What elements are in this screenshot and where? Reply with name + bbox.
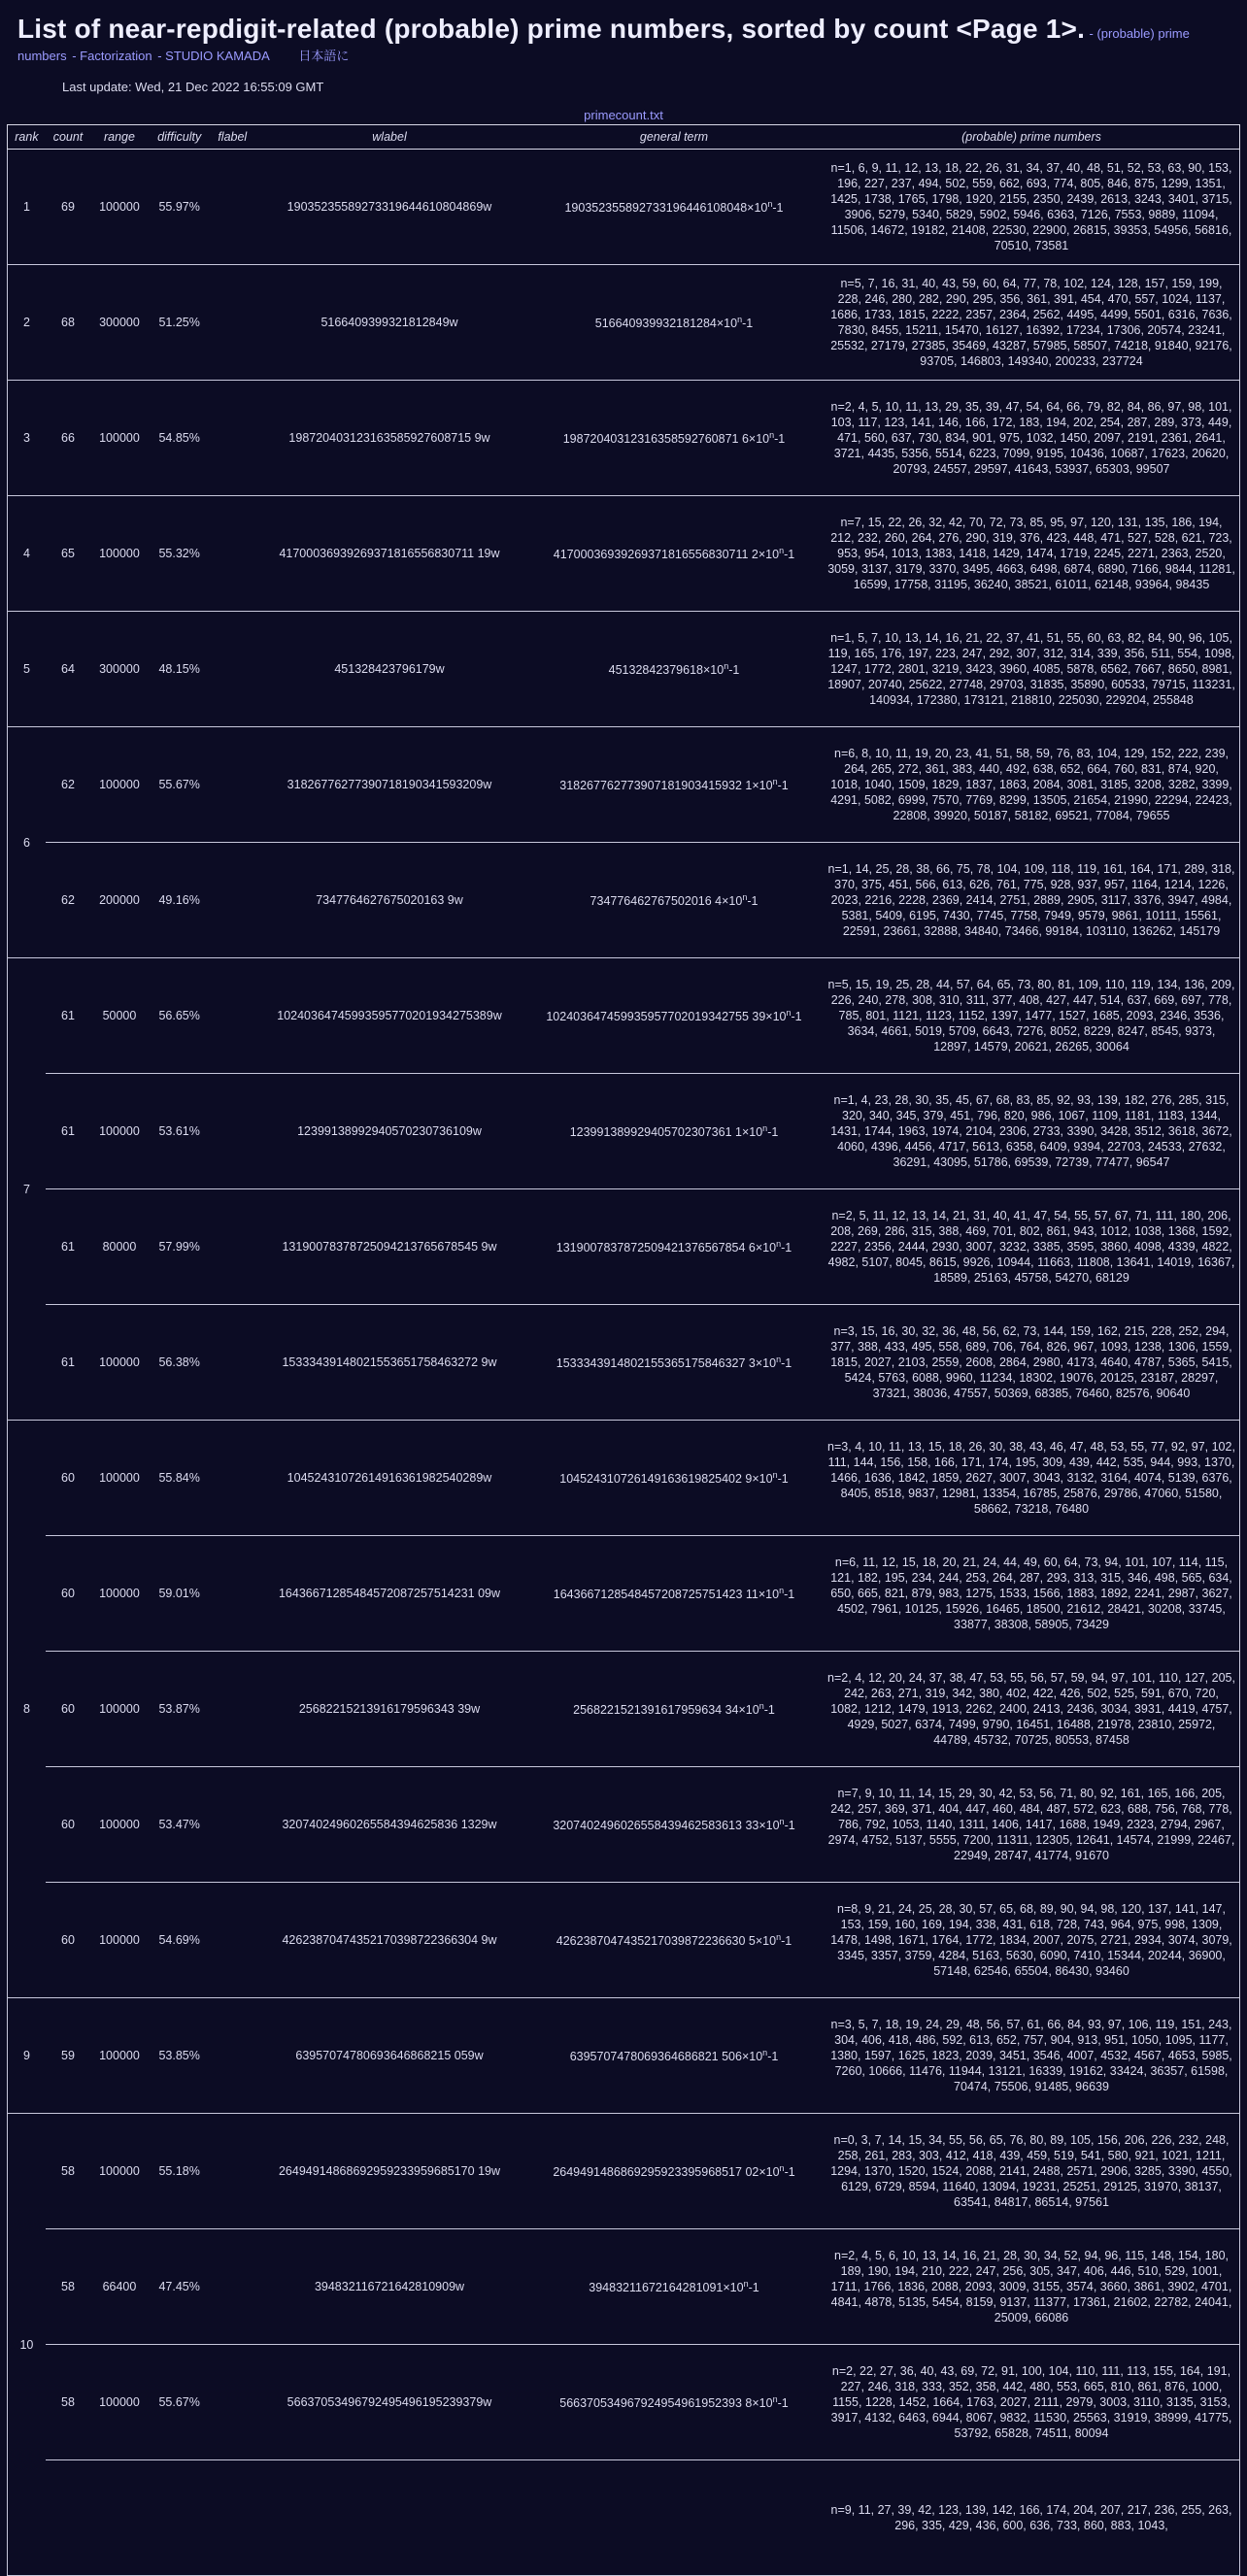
count-cell: 60 <box>46 1652 90 1767</box>
term-exponent: n <box>776 1931 782 1942</box>
table-row <box>8 1767 1240 1883</box>
table-row <box>8 1536 1240 1652</box>
primes-cell: n=2, 4, 5, 6, 10, 13, 14, 16, 21, 28, 30, 34, 52, 94, 96, 115, 148, 154, 180, 189, 190, 194, 210, 222, 247, 256, 305, 347, 406, 446, 510, 529, 1001, 1711, 1766, 1836, 2088, 2093, 3009, 3155, 3574, 3660, 3861, 3902, 4701, 4841, 4878, 5135, 5454, 8159, 9137, 11377, 17361, 21602, 22782, 24041, 25009, 66086 <box>824 2229 1240 2345</box>
primes-cell: n=1, 4, 23, 28, 30, 35, 45, 67, 68, 83, 85, 92, 93, 139, 182, 276, 285, 315, 320, 340, 345, 379, 451, 796, 820, 986, 1067, 1109, 1181, 1183, 1344, 1431, 1744, 1963, 1974, 2104, 2306, 2733, 3390, 3428, 3512, 3618, 3672, 4060, 4396, 4456, 4717, 5613, 6358, 6409, 9394, 22703, 24533, 27632, 36291, 43095, 51786, 69539, 72739, 77477, 96547 <box>824 1074 1240 1189</box>
difficulty-cell: 53.61% <box>149 1074 211 1189</box>
difficulty-cell: 53.47% <box>149 1767 211 1883</box>
count-cell: 61 <box>46 1074 90 1189</box>
count-cell: 60 <box>46 1883 90 1998</box>
range-cell: 100000 <box>90 1652 149 1767</box>
difficulty-cell: 54.69% <box>149 1883 211 1998</box>
term-base: 39483211672164281091×10 <box>589 2281 744 2295</box>
table-row <box>8 843 1240 958</box>
count-cell: 64 <box>46 612 90 727</box>
general-term-cell <box>524 1536 824 1652</box>
count-cell: 65 <box>46 496 90 612</box>
flabel-cell <box>211 1998 254 2114</box>
difficulty-cell: 54.85% <box>149 381 211 496</box>
wlabel-cell: 63957074780693646868215 059w <box>254 1998 524 2114</box>
flabel-cell <box>211 2345 254 2460</box>
primes-cell: n=3, 5, 7, 18, 19, 24, 29, 48, 56, 57, 61, 66, 84, 93, 97, 106, 119, 151, 243, 304, 406, 418, 486, 592, 613, 652, 757, 904, 913, 951, 1050, 1095, 1177, 1380, 1597, 1625, 1823, 2039, 3451, 3546, 4007, 4532, 4567, 4653, 5985, 7260, 10666, 11476, 11944, 13121, 16339, 19162, 33424, 36357, 61598, 70474, 75506, 91485, 96639 <box>824 1998 1240 2114</box>
primes-cell: n=3, 4, 10, 11, 13, 15, 18, 26, 30, 38, 43, 46, 47, 48, 53, 55, 77, 92, 97, 102, 111, 144, 156, 158, 166, 171, 174, 195, 309, 439, 442, 535, 944, 993, 1370, 1466, 1636, 1842, 1859, 2627, 3007, 3043, 3132, 3164, 4074, 5139, 6376, 8405, 8518, 9837, 12981, 13354, 16785, 25876, 29786, 47060, 51580, 58662, 73218, 76480 <box>824 1421 1240 1536</box>
count-cell <box>46 2460 90 2576</box>
wlabel-cell: 394832116721642810909w <box>254 2229 524 2345</box>
term-base: 1533343914802155365175846327 3×10 <box>556 1356 777 1371</box>
general-term-cell <box>524 727 824 843</box>
count-cell: 66 <box>46 381 90 496</box>
term-exponent: n <box>769 429 775 440</box>
range-cell: 80000 <box>90 1189 149 1305</box>
term-tail: -1 <box>791 1010 802 1024</box>
term-base: 102403647459935957702019342755 39×10 <box>546 1010 787 1024</box>
term-base: 3207402496026558439462583613 33×10 <box>553 1819 780 1833</box>
primes-cell: n=9, 11, 27, 39, 42, 123, 139, 142, 166, 174, 204, 207, 217, 236, 255, 263, 296, 335, 429, 436, 600, 636, 733, 860, 883, 1043, <box>824 2460 1240 2576</box>
col-primes: (probable) prime numbers <box>824 125 1240 150</box>
primes-cell: n=0, 3, 7, 14, 15, 34, 55, 56, 65, 76, 80, 89, 105, 156, 206, 226, 232, 248, 258, 261, 283, 303, 412, 418, 439, 459, 519, 541, 580, 921, 1021, 1211, 1294, 1370, 1520, 1524, 2088, 2141, 2488, 2571, 2906, 3285, 3390, 4550, 6129, 6729, 8594, 11640, 13094, 19231, 25251, 29125, 31970, 38137, 63541, 84817, 86514, 97561 <box>824 2114 1240 2229</box>
general-term-cell <box>524 2114 824 2229</box>
difficulty-cell: 51.25% <box>149 265 211 381</box>
term-tail: -1 <box>784 2165 795 2180</box>
count-cell: 60 <box>46 1767 90 1883</box>
col-difficulty: difficulty <box>149 125 211 150</box>
general-term-cell <box>524 381 824 496</box>
term-exponent: n <box>762 1122 768 1133</box>
term-base: 104524310726149163619825402 9×10 <box>559 1472 773 1487</box>
range-cell: 50000 <box>90 958 149 1074</box>
count-cell: 59 <box>46 1998 90 2114</box>
term-base: 41700036939269371816556830711 2×10 <box>553 548 780 562</box>
count-cell: 68 <box>46 265 90 381</box>
difficulty-cell: 49.16% <box>149 843 211 958</box>
difficulty-cell <box>149 2460 211 2576</box>
flabel-cell <box>211 2460 254 2576</box>
count-cell: 60 <box>46 1536 90 1652</box>
term-base: 19872040312316358592760871 6×10 <box>562 432 770 447</box>
primes-cell: n=2, 4, 5, 10, 11, 13, 29, 35, 39, 47, 54, 64, 66, 79, 82, 84, 86, 97, 98, 101, 103, 117, 123, 141, 146, 166, 172, 183, 194, 202, 254, 287, 289, 373, 449, 471, 560, 637, 730, 834, 901, 975, 1032, 1450, 2097, 2191, 2361, 2641, 3721, 4435, 5356, 5514, 6223, 7099, 9195, 10436, 10687, 17623, 20620, 20793, 24557, 29597, 41643, 53937, 65303, 99507 <box>824 381 1240 496</box>
rank-cell: 10 <box>8 2114 46 2576</box>
table-row <box>8 1421 1240 1536</box>
general-term-cell <box>524 1767 824 1883</box>
page-title: List of near-repdigit-related (probable) prime numbers, sorted by count <Page 1>. <box>17 14 1086 44</box>
range-cell: 100000 <box>90 1998 149 2114</box>
wlabel-cell: 7347764627675020163 9w <box>254 843 524 958</box>
flabel-cell <box>211 727 254 843</box>
table-row <box>8 1305 1240 1421</box>
range-cell: 100000 <box>90 496 149 612</box>
term-tail: -1 <box>728 663 740 678</box>
rank-cell: 3 <box>8 381 46 496</box>
term-base: 1643667128548457208725751423 11×10 <box>553 1588 780 1602</box>
general-term-cell <box>524 496 824 612</box>
term-tail: -1 <box>747 894 758 909</box>
nav-link-numbers[interactable]: numbers <box>17 49 67 63</box>
primes-cell: n=8, 9, 21, 24, 25, 28, 30, 57, 65, 68, 89, 90, 94, 98, 120, 137, 141, 147, 153, 159, 160, 169, 194, 338, 431, 618, 728, 743, 964, 975, 998, 1309, 1478, 1498, 1671, 1764, 1772, 1834, 2007, 2075, 2721, 2934, 3074, 3079, 3345, 3357, 3759, 4284, 5163, 5630, 6090, 7410, 15344, 20244, 36900, 57148, 62546, 65504, 86430, 93460 <box>824 1883 1240 1998</box>
term-exponent: n <box>737 314 743 324</box>
difficulty-cell: 55.67% <box>149 727 211 843</box>
general-term-cell <box>524 1074 824 1189</box>
primes-cell: n=2, 4, 12, 20, 24, 37, 38, 47, 53, 55, 56, 57, 59, 94, 97, 101, 110, 127, 205, 242, 263, 271, 319, 342, 380, 402, 422, 426, 502, 525, 591, 670, 720, 1082, 1212, 1479, 1913, 2262, 2400, 2413, 2436, 3034, 3931, 4419, 4757, 4929, 5027, 6374, 7499, 9790, 16451, 16488, 21978, 23810, 25972, 44789, 45732, 70725, 80553, 87458 <box>824 1652 1240 1767</box>
term-tail: -1 <box>748 2281 759 2295</box>
general-term-cell <box>524 2229 824 2345</box>
general-term-cell <box>524 1883 824 1998</box>
range-cell: 100000 <box>90 1421 149 1536</box>
count-cell: 61 <box>46 1189 90 1305</box>
count-cell: 58 <box>46 2345 90 2460</box>
general-term-cell <box>524 1652 824 1767</box>
wlabel-cell: 42623870474352170398722366304 9w <box>254 1883 524 1998</box>
table-row <box>8 958 1240 1074</box>
term-tail: -1 <box>772 201 784 216</box>
wlabel-cell: 16436671285484572087257514231 09w <box>254 1536 524 1652</box>
general-term-cell <box>524 1421 824 1536</box>
flabel-cell <box>211 1883 254 1998</box>
flabel-cell <box>211 1652 254 1767</box>
flabel-cell <box>211 1421 254 1536</box>
term-exponent: n <box>742 891 748 902</box>
term-tail: -1 <box>784 1588 795 1602</box>
flabel-cell <box>211 958 254 1074</box>
flabel-cell <box>211 1536 254 1652</box>
prime-table <box>7 124 1240 2576</box>
range-cell: 100000 <box>90 1767 149 1883</box>
general-term-cell <box>524 2345 824 2460</box>
nav-links <box>17 46 1230 64</box>
count-cell: 61 <box>46 1305 90 1421</box>
nav-link-factorization[interactable]: - Factorization <box>72 49 152 63</box>
term-tail: -1 <box>781 1934 792 1949</box>
range-cell <box>90 2460 149 2576</box>
primes-cell: n=1, 5, 7, 10, 13, 14, 16, 21, 22, 37, 41, 51, 55, 60, 63, 82, 84, 90, 96, 105, 119, 165, 176, 197, 223, 247, 292, 307, 312, 314, 339, 356, 511, 554, 1098, 1247, 1772, 2801, 3219, 3423, 3960, 4085, 5878, 6562, 7667, 8650, 8981, 18907, 20740, 25622, 27748, 29703, 31835, 35890, 60533, 79715, 113231, 140934, 172380, 173121, 218810, 225030, 229204, 255848 <box>824 612 1240 727</box>
last-update: Last update: Wed, 21 Dec 2022 16:55:09 GMT <box>62 80 324 94</box>
difficulty-cell: 56.65% <box>149 958 211 1074</box>
range-cell: 66400 <box>90 2229 149 2345</box>
term-exponent: n <box>779 1816 785 1826</box>
term-base: 123991389929405702307361 1×10 <box>569 1125 763 1140</box>
table-row <box>8 1998 1240 2114</box>
rank-cell: 5 <box>8 612 46 727</box>
difficulty-cell: 55.67% <box>149 2345 211 2460</box>
col-general-term: general term <box>524 125 824 150</box>
difficulty-cell: 59.01% <box>149 1536 211 1652</box>
table-row <box>8 1074 1240 1189</box>
term-tail: -1 <box>777 2396 789 2411</box>
difficulty-cell: 47.45% <box>149 2229 211 2345</box>
range-cell: 100000 <box>90 381 149 496</box>
rank-cell: 7 <box>8 958 46 1421</box>
count-cell: 62 <box>46 727 90 843</box>
term-tail: -1 <box>767 1125 779 1140</box>
wlabel-cell <box>254 2460 524 2576</box>
col-rank: rank <box>8 125 46 150</box>
term-base: 1319007837872509421376567854 6×10 <box>556 1241 777 1255</box>
wlabel-cell: 13190078378725094213765678545 9w <box>254 1189 524 1305</box>
wlabel-cell: 198720403123163585927608715 9w <box>254 381 524 496</box>
primes-cell: n=6, 8, 10, 11, 19, 20, 23, 41, 51, 58, 59, 76, 83, 104, 129, 152, 222, 239, 264, 265, 272, 361, 383, 440, 492, 638, 652, 664, 760, 831, 874, 920, 1018, 1040, 1509, 1829, 1837, 1863, 2084, 3081, 3185, 3208, 3282, 3399, 4291, 5082, 6999, 7570, 7769, 8299, 13505, 21654, 21990, 22294, 22423, 22808, 39920, 50187, 58182, 69521, 77084, 79655 <box>824 727 1240 843</box>
general-term-cell <box>524 1998 824 2114</box>
table-row <box>8 2460 1240 2576</box>
term-exponent: n <box>767 198 773 209</box>
primes-cell: n=5, 7, 16, 31, 40, 43, 59, 60, 64, 77, 78, 102, 124, 128, 157, 159, 199, 228, 246, 280, 282, 290, 295, 356, 361, 391, 454, 470, 557, 1024, 1137, 1686, 1733, 1815, 2222, 2357, 2364, 2562, 4495, 4499, 5501, 6316, 7636, 7830, 8455, 15211, 15470, 16127, 16392, 17234, 17306, 20574, 23241, 25532, 27179, 27385, 35469, 43287, 57985, 58507, 74218, 91840, 92176, 93705, 146803, 149340, 200233, 237724 <box>824 265 1240 381</box>
term-exponent: n <box>779 1585 785 1595</box>
wlabel-cell: 31826776277390718190341593209w <box>254 727 524 843</box>
term-exponent: n <box>743 2278 749 2289</box>
term-exponent: n <box>786 1007 792 1018</box>
term-tail: -1 <box>777 1472 789 1487</box>
count-cell: 58 <box>46 2229 90 2345</box>
flabel-cell <box>211 2114 254 2229</box>
term-base: 4262387047435217039872236630 5×10 <box>556 1934 777 1949</box>
count-cell: 60 <box>46 1421 90 1536</box>
rank-cell: 2 <box>8 265 46 381</box>
table-row <box>8 2114 1240 2229</box>
subtitle-prefix-link[interactable] <box>1090 26 1190 41</box>
col-flabel: flabel <box>211 125 254 150</box>
range-cell: 100000 <box>90 1536 149 1652</box>
count-cell: 69 <box>46 150 90 265</box>
term-tail: -1 <box>781 1241 792 1255</box>
general-term-cell <box>524 1305 824 1421</box>
rank-cell: 6 <box>8 727 46 958</box>
table-header-row <box>8 125 1240 150</box>
term-base: 734776462767502016 4×10 <box>590 894 743 909</box>
header <box>0 0 1247 94</box>
range-cell: 100000 <box>90 1883 149 1998</box>
table-row <box>8 2229 1240 2345</box>
range-cell: 300000 <box>90 265 149 381</box>
table-row <box>8 1883 1240 1998</box>
table-row <box>8 1189 1240 1305</box>
term-exponent: n <box>779 545 785 555</box>
general-term-cell <box>524 1189 824 1305</box>
flabel-cell <box>211 1305 254 1421</box>
table-row <box>8 612 1240 727</box>
table-row <box>8 265 1240 381</box>
general-term-cell <box>524 843 824 958</box>
term-base: 190352355892733196446108048×10 <box>564 201 768 216</box>
term-tail: -1 <box>763 1703 775 1718</box>
col-count: count <box>46 125 90 150</box>
wlabel-cell: 19035235589273319644610804869w <box>254 150 524 265</box>
term-base: 2568221521391617959634 34×10 <box>573 1703 759 1718</box>
term-exponent: n <box>772 776 778 786</box>
primes-cell: n=7, 15, 22, 26, 32, 42, 70, 72, 73, 85, 95, 97, 120, 131, 135, 186, 194, 212, 232, 260, 264, 276, 290, 319, 376, 423, 448, 471, 527, 528, 621, 723, 953, 954, 1013, 1383, 1418, 1429, 1474, 1719, 2245, 2271, 2363, 2520, 3059, 3137, 3179, 3370, 3495, 4663, 6498, 6874, 6890, 7166, 9844, 11281, 16599, 17758, 31195, 36240, 38521, 61011, 62148, 93964, 98435 <box>824 496 1240 612</box>
count-cell: 61 <box>46 958 90 1074</box>
wlabel-cell: 56637053496792495496195239379w <box>254 2345 524 2460</box>
wlabel-cell: 10240364745993595770201934275389w <box>254 958 524 1074</box>
term-exponent: n <box>772 1469 778 1480</box>
term-exponent: n <box>724 660 729 671</box>
term-base: 6395707478069364686821 506×10 <box>569 2050 763 2064</box>
general-term-cell <box>524 958 824 1074</box>
term-tail: -1 <box>781 1356 792 1371</box>
term-tail: -1 <box>742 317 754 331</box>
general-term-cell <box>524 265 824 381</box>
range-cell: 300000 <box>90 612 149 727</box>
flabel-cell <box>211 612 254 727</box>
primes-cell: n=5, 15, 19, 25, 28, 44, 57, 64, 65, 73, 80, 81, 109, 110, 119, 134, 136, 209, 226, 240, 278, 308, 310, 311, 377, 408, 427, 447, 514, 637, 669, 697, 778, 785, 801, 1121, 1123, 1152, 1397, 1477, 1527, 1685, 2093, 2346, 3536, 3634, 4661, 5019, 5709, 6643, 7276, 8052, 8229, 8247, 8545, 9373, 12897, 14579, 20621, 26265, 30064 <box>824 958 1240 1074</box>
wlabel-cell: 15333439148021553651758463272 9w <box>254 1305 524 1421</box>
term-tail: -1 <box>774 432 786 447</box>
table-row <box>8 381 1240 496</box>
flabel-cell <box>211 1074 254 1189</box>
primes-cell: n=1, 6, 9, 11, 12, 13, 18, 22, 26, 31, 34, 37, 40, 48, 51, 52, 53, 63, 90, 153, 196, 227, 237, 494, 502, 559, 662, 693, 774, 805, 846, 875, 1299, 1351, 1425, 1738, 1765, 1798, 1920, 2155, 2350, 2439, 2613, 3243, 3401, 3715, 3906, 5279, 5340, 5829, 5902, 5946, 6363, 7126, 7553, 9889, 11094, 11506, 14672, 19182, 21408, 22530, 22900, 26815, 39353, 54956, 56816, 70510, 73581 <box>824 150 1240 265</box>
range-cell: 100000 <box>90 2114 149 2229</box>
flabel-cell <box>211 265 254 381</box>
term-base: 45132842379618×10 <box>608 663 725 678</box>
flabel-cell <box>211 496 254 612</box>
wlabel-cell: 32074024960265584394625836 1329w <box>254 1767 524 1883</box>
table-row <box>8 1652 1240 1767</box>
range-cell: 100000 <box>90 727 149 843</box>
flabel-cell <box>211 1767 254 1883</box>
term-base: 2649491486869295923395968517 02×10 <box>553 2165 780 2180</box>
range-cell: 200000 <box>90 843 149 958</box>
col-wlabel: wlabel <box>254 125 524 150</box>
wlabel-cell: 26494914868692959233959685170 19w <box>254 2114 524 2229</box>
primes-cell: n=3, 15, 16, 30, 32, 36, 48, 56, 62, 73, 144, 159, 162, 215, 228, 252, 294, 377, 388, 433, 495, 558, 689, 706, 764, 826, 967, 1093, 1238, 1306, 1559, 1815, 2027, 2103, 2559, 2608, 2864, 2980, 4173, 4640, 4787, 5365, 5415, 5424, 5763, 6088, 9960, 11234, 18302, 19076, 20125, 23187, 28297, 37321, 38036, 47557, 50369, 68385, 76460, 82576, 90640 <box>824 1305 1240 1421</box>
table-row <box>8 727 1240 843</box>
term-base: 516640939932181284×10 <box>594 317 738 331</box>
difficulty-cell: 55.18% <box>149 2114 211 2229</box>
difficulty-cell: 56.38% <box>149 1305 211 1421</box>
primes-cell: n=6, 11, 12, 15, 18, 20, 21, 24, 44, 49, 60, 64, 73, 94, 101, 107, 114, 115, 121, 182, 195, 234, 244, 253, 264, 287, 293, 313, 315, 346, 498, 565, 634, 650, 665, 821, 879, 983, 1275, 1533, 1566, 1883, 1892, 2241, 2987, 3627, 4502, 7961, 10125, 15926, 16465, 18500, 21612, 28421, 30208, 33745, 33877, 38308, 58905, 73429 <box>824 1536 1240 1652</box>
term-exponent: n <box>776 1238 782 1249</box>
term-tail: -1 <box>777 779 789 793</box>
term-exponent: n <box>762 2047 768 2057</box>
general-term-cell <box>524 612 824 727</box>
rank-cell: 9 <box>8 1998 46 2114</box>
table-row <box>8 2345 1240 2460</box>
difficulty-cell: 55.84% <box>149 1421 211 1536</box>
term-base: 318267762773907181903415932 1×10 <box>559 779 773 793</box>
wlabel-cell: 5166409399321812849w <box>254 265 524 381</box>
table-row <box>8 496 1240 612</box>
table-row <box>8 150 1240 265</box>
wlabel-cell: 41700036939269371816556830711 19w <box>254 496 524 612</box>
difficulty-cell: 48.15% <box>149 612 211 727</box>
wlabel-cell: 451328423796179w <box>254 612 524 727</box>
range-cell: 100000 <box>90 1074 149 1189</box>
flabel-cell <box>211 381 254 496</box>
primes-cell: n=2, 5, 11, 12, 13, 14, 21, 31, 40, 41, 47, 54, 55, 57, 67, 71, 111, 180, 206, 208, 269, 286, 315, 388, 469, 701, 802, 861, 943, 1012, 1038, 1368, 1592, 2227, 2356, 2444, 2930, 3007, 3232, 3385, 3595, 3860, 4098, 4339, 4822, 4982, 5107, 8045, 8615, 9926, 10944, 11663, 11808, 13641, 14019, 16367, 18589, 25163, 45758, 54270, 68129 <box>824 1189 1240 1305</box>
range-cell: 100000 <box>90 2345 149 2460</box>
count-cell: 62 <box>46 843 90 958</box>
term-exponent: n <box>772 2393 778 2404</box>
difficulty-cell: 55.97% <box>149 150 211 265</box>
term-tail: -1 <box>784 548 795 562</box>
term-tail: -1 <box>784 1819 795 1833</box>
primecount-link[interactable]: primecount.txt <box>584 108 663 122</box>
wlabel-cell: 25682215213916179596343 39w <box>254 1652 524 1767</box>
difficulty-cell: 53.85% <box>149 1998 211 2114</box>
wlabel-cell: 10452431072614916361982540289w <box>254 1421 524 1536</box>
count-cell: 58 <box>46 2114 90 2229</box>
japanese-link[interactable]: 日本語に <box>298 49 350 63</box>
rank-cell: 8 <box>8 1421 46 1998</box>
range-cell: 100000 <box>90 1305 149 1421</box>
primes-cell: n=1, 14, 25, 28, 38, 66, 75, 78, 104, 109, 118, 119, 161, 164, 171, 289, 318, 370, 375, 451, 566, 613, 626, 761, 775, 928, 937, 957, 1164, 1214, 1226, 2023, 2216, 2228, 2369, 2414, 2751, 2889, 2905, 3117, 3376, 3947, 4984, 5381, 5409, 6195, 7430, 7745, 7758, 7949, 9579, 9861, 10111, 15561, 22591, 23661, 32888, 34840, 73466, 99184, 103110, 136262, 145179 <box>824 843 1240 958</box>
general-term-cell <box>524 150 824 265</box>
primes-cell: n=7, 9, 10, 11, 14, 15, 29, 30, 42, 53, 56, 71, 80, 92, 161, 165, 166, 205, 242, 257, 369, 371, 404, 447, 460, 484, 487, 572, 623, 688, 756, 768, 778, 786, 792, 1053, 1140, 1311, 1406, 1417, 1688, 1949, 2323, 2794, 2967, 2974, 4752, 5137, 5555, 7200, 11311, 12305, 12641, 14574, 21999, 22467, 22949, 28747, 41774, 91670 <box>824 1767 1240 1883</box>
flabel-cell <box>211 843 254 958</box>
term-exponent: n <box>779 2162 785 2173</box>
difficulty-cell: 57.99% <box>149 1189 211 1305</box>
wlabel-cell: 12399138992940570230736109w <box>254 1074 524 1189</box>
flabel-cell <box>211 1189 254 1305</box>
term-exponent: n <box>776 1354 782 1364</box>
prime-numbers-link[interactable]: - (probable) prime <box>1089 26 1190 41</box>
primes-cell: n=2, 22, 27, 36, 40, 43, 69, 72, 91, 100, 104, 110, 111, 113, 155, 164, 191, 227, 246, 318, 333, 352, 358, 442, 480, 553, 665, 810, 861, 876, 1000, 1155, 1228, 1452, 1664, 1763, 2027, 2111, 2979, 3003, 3110, 3135, 3153, 3917, 4132, 6463, 6944, 8067, 9832, 11530, 25563, 31919, 38999, 41775, 53792, 65828, 74511, 80094 <box>824 2345 1240 2460</box>
range-cell: 100000 <box>90 150 149 265</box>
term-base: 566370534967924954961952393 8×10 <box>559 2396 773 2411</box>
rank-cell: 1 <box>8 150 46 265</box>
difficulty-cell: 53.87% <box>149 1652 211 1767</box>
nav-link-studio-kamada[interactable]: - STUDIO KAMADA <box>157 49 270 63</box>
general-term-cell <box>524 2460 824 2576</box>
flabel-cell <box>211 150 254 265</box>
flabel-cell <box>211 2229 254 2345</box>
rank-cell: 4 <box>8 496 46 612</box>
term-tail: -1 <box>767 2050 779 2064</box>
difficulty-cell: 55.32% <box>149 496 211 612</box>
col-range: range <box>90 125 149 150</box>
term-exponent: n <box>758 1700 764 1711</box>
